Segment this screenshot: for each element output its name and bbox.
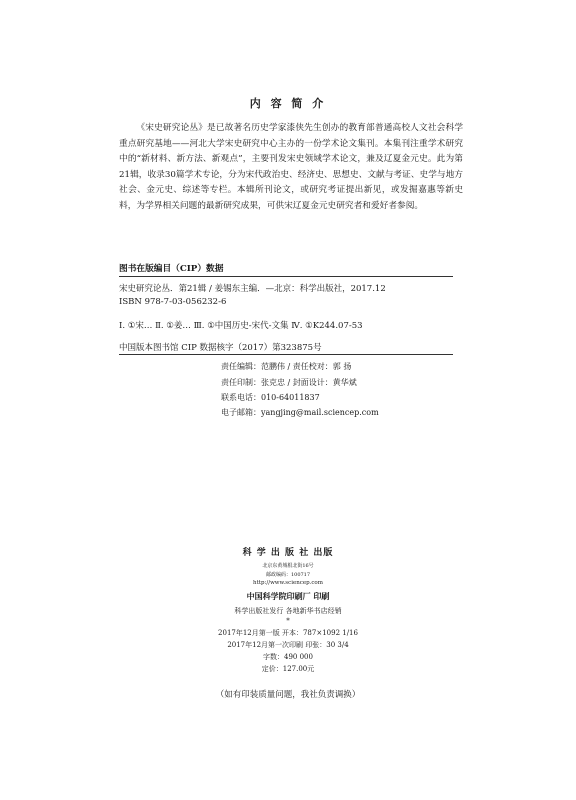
cip-line-classification: Ⅰ. ①宋… Ⅱ. ①姜… Ⅲ. ①中国历史-宋代-文集 Ⅳ. ①K244.07-53 [119, 321, 363, 331]
cip-heading: 图书在版编目（CIP）数据 [119, 264, 224, 274]
price: 定价：127.00元 [261, 665, 315, 673]
staff-editors: 责任编辑：范鹏伟 / 责任校对：郭 扬 [221, 362, 352, 371]
staff-production: 责任印制：张克忠 / 封面设计：黄华斌 [221, 378, 357, 387]
separator-star: * [286, 617, 290, 625]
intro-title: 内 容 简 介 [249, 97, 327, 110]
staff-email: 电子邮箱：yangjing@mail.sciencep.com [221, 408, 379, 417]
printer-name: 中国科学院印刷厂 印刷 [246, 591, 330, 601]
cip-line-record: 中国版本图书馆 CIP 数据核字（2017）第323875号 [119, 343, 322, 353]
quality-notice: （如有印装质量问题，我社负责调换） [215, 690, 361, 700]
intro-body [119, 121, 463, 214]
intro-paragraph: 《宋史研究论丛》是已故著名历史学家漆侠先生创办的教育部普通高校人文社会科学重点研究基地——河北大学宋史研究中心主办的一份学术论文集刊。本集刊注重学术研究中的“新材料、新方法、新观点”，主要刊发宋史领域学术论文，兼及辽夏金元史。此为第21辑，收录30篇学术专论，分为宋代政治史、经济史、思想史、文献与考证、史学与地方社会、金元史、综述等专栏。本辑所刊论文，或研究考证提出新见，或发掘嘉惠等新史料，为学界相关问题的最新研究成果，可供宋辽夏金元史研究者和爱好者参阅。 [119, 123, 463, 211]
publisher-address: 北京东黄城根北街16号 [262, 563, 314, 569]
publisher-website: http://www.sciencep.com [253, 580, 323, 586]
cip-divider [119, 276, 453, 277]
word-count: 字数：490 000 [263, 653, 313, 661]
cip-divider-bottom [119, 354, 453, 355]
cip-line-isbn: ISBN 978-7-03-056232-6 [119, 297, 227, 307]
cip-line-title: 宋史研究论丛．第21辑 / 姜锡东主编．—北京：科学出版社，2017.12 [119, 284, 386, 294]
distribution-info: 科学出版社发行 各地新华书店经销 [234, 607, 342, 615]
staff-phone: 联系电话：010-64011837 [221, 393, 320, 402]
printing-info: 2017年12月第一次印刷 印张：30 3/4 [227, 641, 349, 649]
edition-info: 2017年12月第一版 开本：787×1092 1/16 [218, 629, 358, 637]
publisher-postcode: 邮政编码：100717 [265, 572, 311, 578]
publisher-name: 科 学 出 版 社 出版 [242, 548, 334, 558]
